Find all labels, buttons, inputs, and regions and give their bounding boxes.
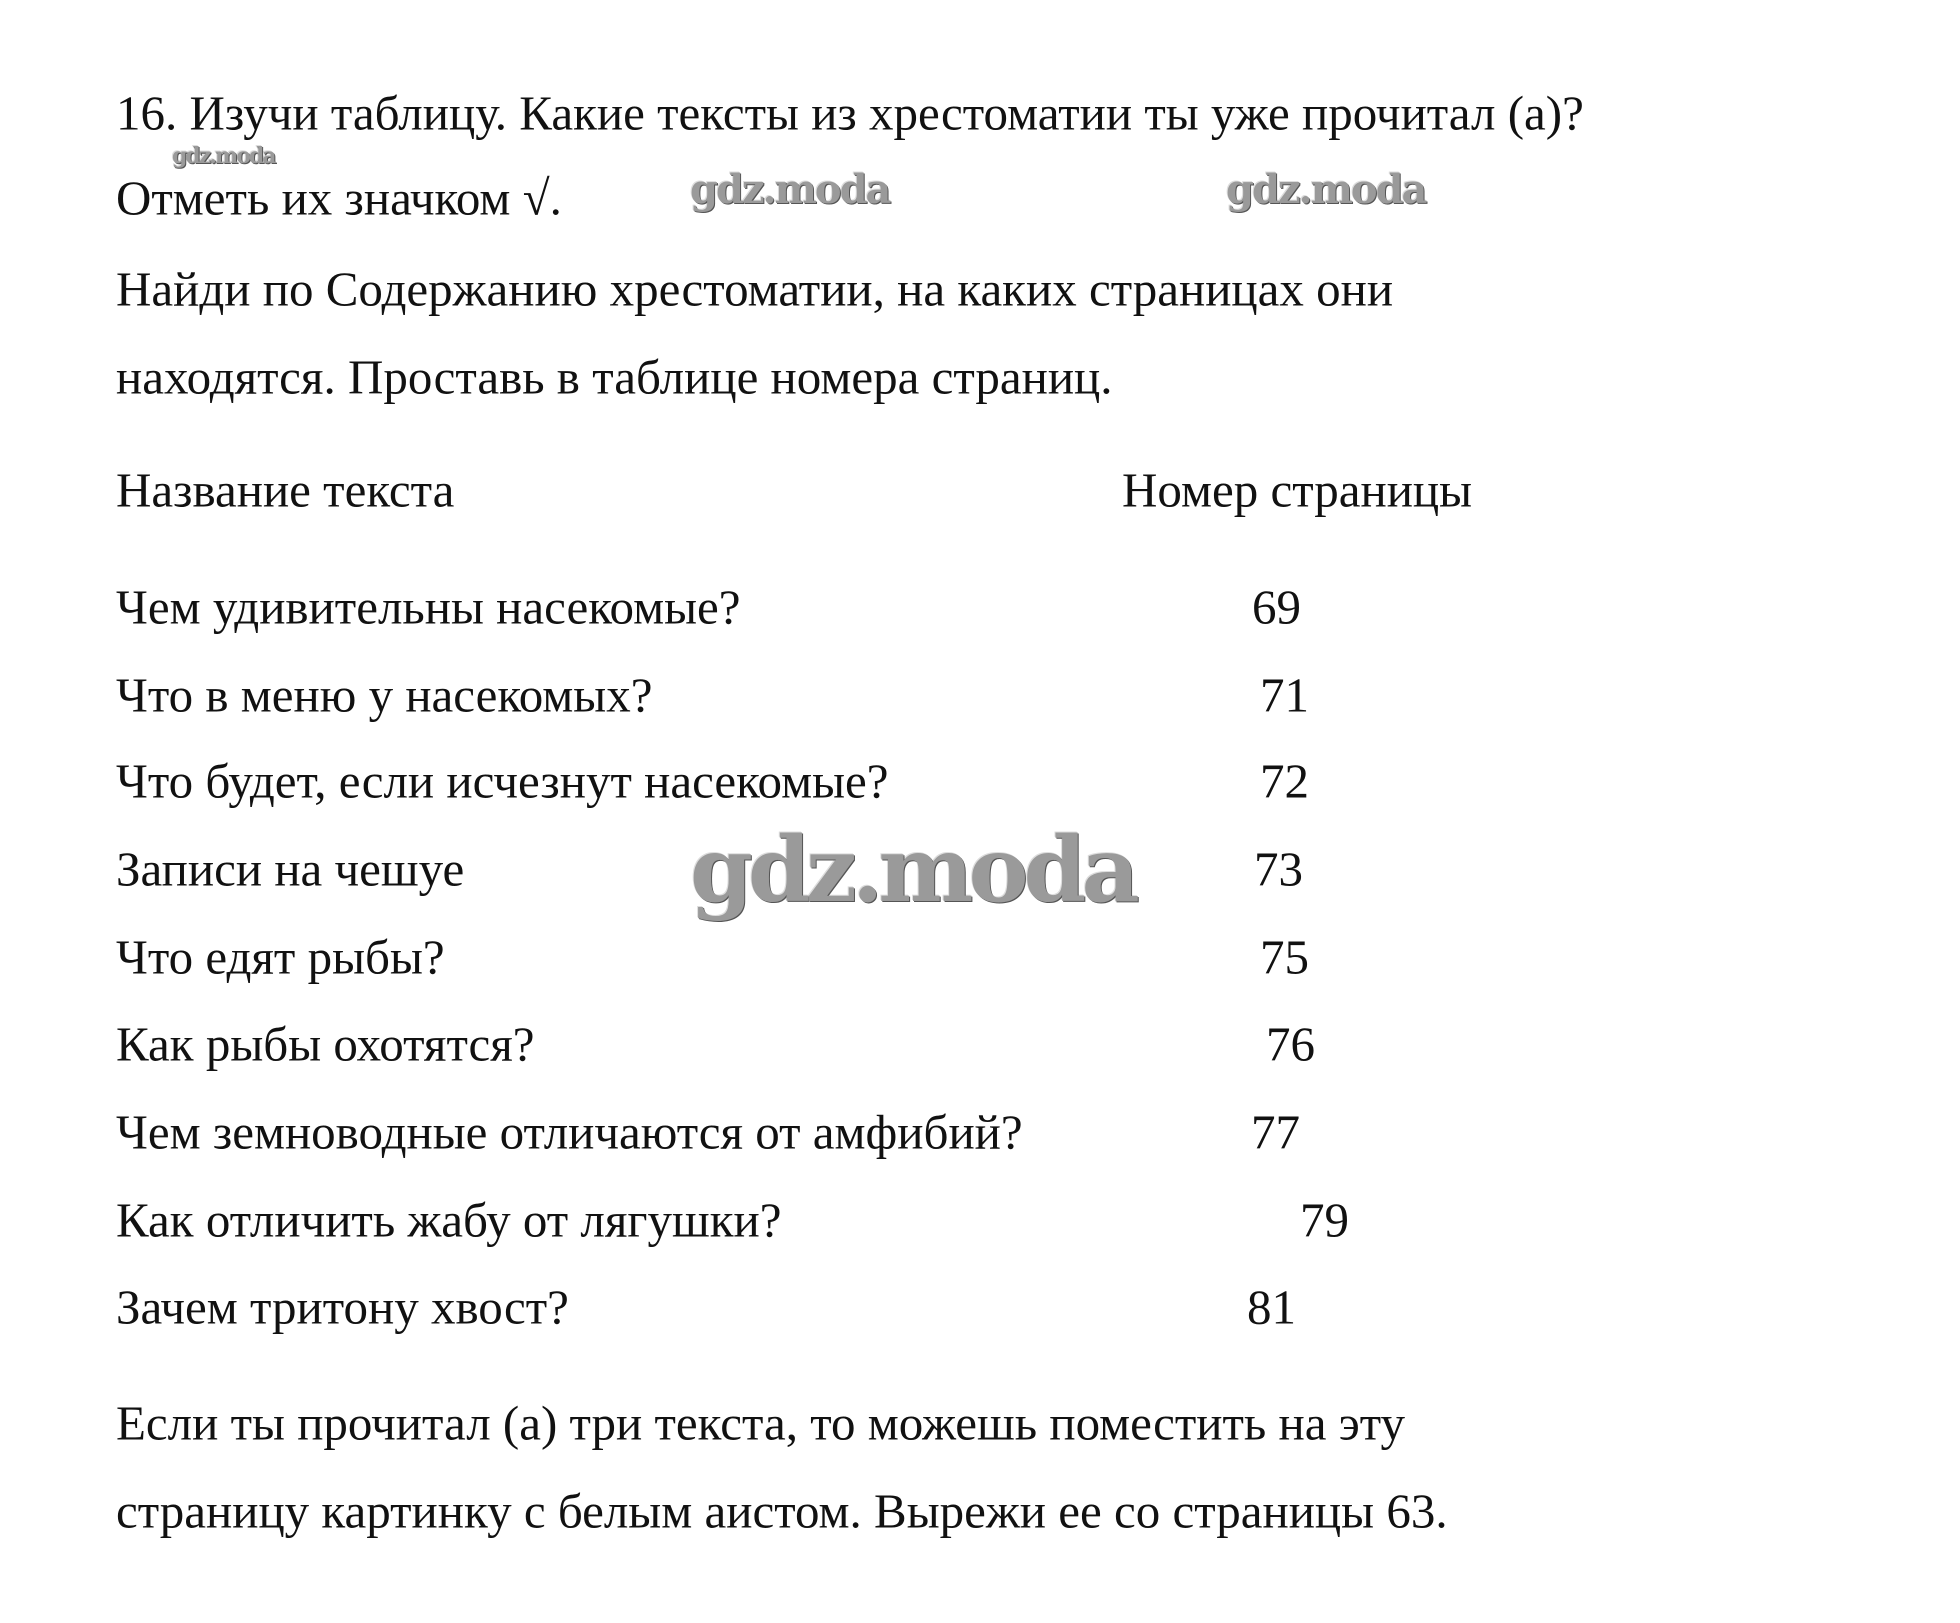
row-page: 77 [1251, 1104, 1300, 1160]
row-page: 69 [1252, 579, 1301, 635]
row-page: 75 [1260, 929, 1309, 985]
row-page: 76 [1266, 1016, 1315, 1072]
row-page: 72 [1260, 753, 1309, 809]
watermark: gdz.moda [690, 166, 890, 213]
row-title: Что будет, если исчезнут насекомые? [116, 753, 889, 809]
instruction-line: находятся. Проставь в таблице номера страниц. [116, 349, 1113, 405]
row-title: Записи на чешуе [116, 841, 465, 897]
instruction-line: Отметь их значком √. [116, 170, 562, 226]
watermark: gdz.moda [690, 817, 1135, 923]
row-title: Что в меню у насекомых? [116, 667, 653, 723]
row-page: 71 [1260, 667, 1309, 723]
instruction-line: 16. Изучи таблицу. Какие тексты из хрестоматии ты уже прочитал (а)? [116, 85, 1584, 141]
watermark: gdz.moda [1226, 166, 1426, 213]
row-title: Что едят рыбы? [116, 929, 445, 985]
row-page: 79 [1300, 1192, 1349, 1248]
instruction-line: Найди по Содержанию хрестоматии, на каких страницах они [116, 261, 1394, 317]
row-title: Чем земноводные отличаются от амфибий? [116, 1104, 1023, 1160]
footer-line: Если ты прочитал (а) три текста, то можешь поместить на эту [116, 1395, 1406, 1451]
row-title: Чем удивительны насекомые? [116, 579, 741, 635]
header-title: Название текста [116, 462, 455, 518]
row-page: 81 [1247, 1279, 1296, 1335]
row-page: 73 [1254, 841, 1303, 897]
row-title: Как отличить жабу от лягушки? [116, 1192, 782, 1248]
footer-line: страницу картинку с белым аистом. Вырежи ее со страницы 63. [116, 1483, 1448, 1539]
watermark: gdz.moda [172, 143, 275, 169]
row-title: Зачем тритону хвост? [116, 1279, 569, 1335]
header-page: Номер страницы [1122, 462, 1473, 518]
row-title: Как рыбы охотятся? [116, 1016, 535, 1072]
